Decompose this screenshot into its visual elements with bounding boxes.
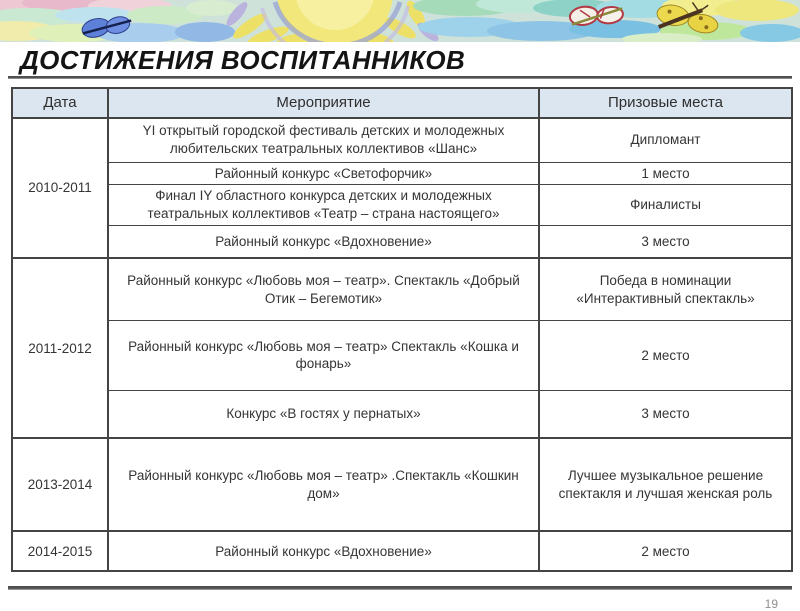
event-cell: Конкурс «В гостях у пернатых»	[108, 390, 539, 438]
page-title: ДОСТИЖЕНИЯ ВОСПИТАННИКОВ	[20, 45, 466, 75]
event-cell: YI открытый городской фестиваль детских и молодежных любительских театральных коллективов «Шанс»	[108, 118, 539, 162]
event-cell: Районный конкурс «Любовь моя – театр». Спектакль «Добрый Отик – Бегемотик»	[108, 258, 539, 320]
table-row	[12, 531, 792, 571]
footer-rule	[8, 586, 792, 590]
title-underline	[8, 76, 792, 79]
prize-cell: 2 место	[539, 531, 792, 571]
prize-cell: Финалисты	[539, 185, 792, 226]
banner-artwork	[0, 0, 800, 42]
date-cell: 2010-2011	[12, 118, 108, 258]
event-cell: Районный конкурс «Вдохновение»	[108, 531, 539, 571]
col-header-date: Дата	[12, 88, 108, 118]
prize-cell: 3 место	[539, 225, 792, 258]
banner-painting	[0, 0, 800, 42]
achievements-table	[11, 87, 793, 572]
prize-cell: 2 место	[539, 320, 792, 390]
table-body	[12, 118, 792, 571]
prize-cell: Дипломант	[539, 118, 792, 162]
date-cell: 2013-2014	[12, 438, 108, 531]
table-row	[12, 162, 792, 185]
date-cell: 2011-2012	[12, 258, 108, 438]
date-cell: 2014-2015	[12, 531, 108, 571]
table-row	[12, 225, 792, 258]
table-row	[12, 118, 792, 162]
event-cell: Районный конкурс «Вдохновение»	[108, 225, 539, 258]
col-header-event: Мероприятие	[108, 88, 539, 118]
col-header-prize: Призовые места	[539, 88, 792, 118]
event-cell: Районный конкурс «Любовь моя – театр» .Спектакль «Кошкин дом»	[108, 438, 539, 531]
prize-cell: 1 место	[539, 162, 792, 185]
table-row	[12, 185, 792, 226]
prize-cell: 3 место	[539, 390, 792, 438]
table-row	[12, 438, 792, 531]
page-number: 19	[764, 597, 778, 611]
table-row	[12, 320, 792, 390]
table-row	[12, 390, 792, 438]
event-cell: Районный конкурс «Светофорчик»	[108, 162, 539, 185]
table-row	[12, 258, 792, 320]
prize-cell: Победа в номинации «Интерактивный спектакль»	[539, 258, 792, 320]
table-header-row	[12, 88, 792, 118]
event-cell: Финал IY областного конкурса детских и молодежных театральных коллективов «Театр – страна настоящего»	[108, 185, 539, 226]
event-cell: Районный конкурс «Любовь моя – театр» Спектакль «Кошка и фонарь»	[108, 320, 539, 390]
prize-cell: Лучшее музыкальное решение спектакля и лучшая женская роль	[539, 438, 792, 531]
